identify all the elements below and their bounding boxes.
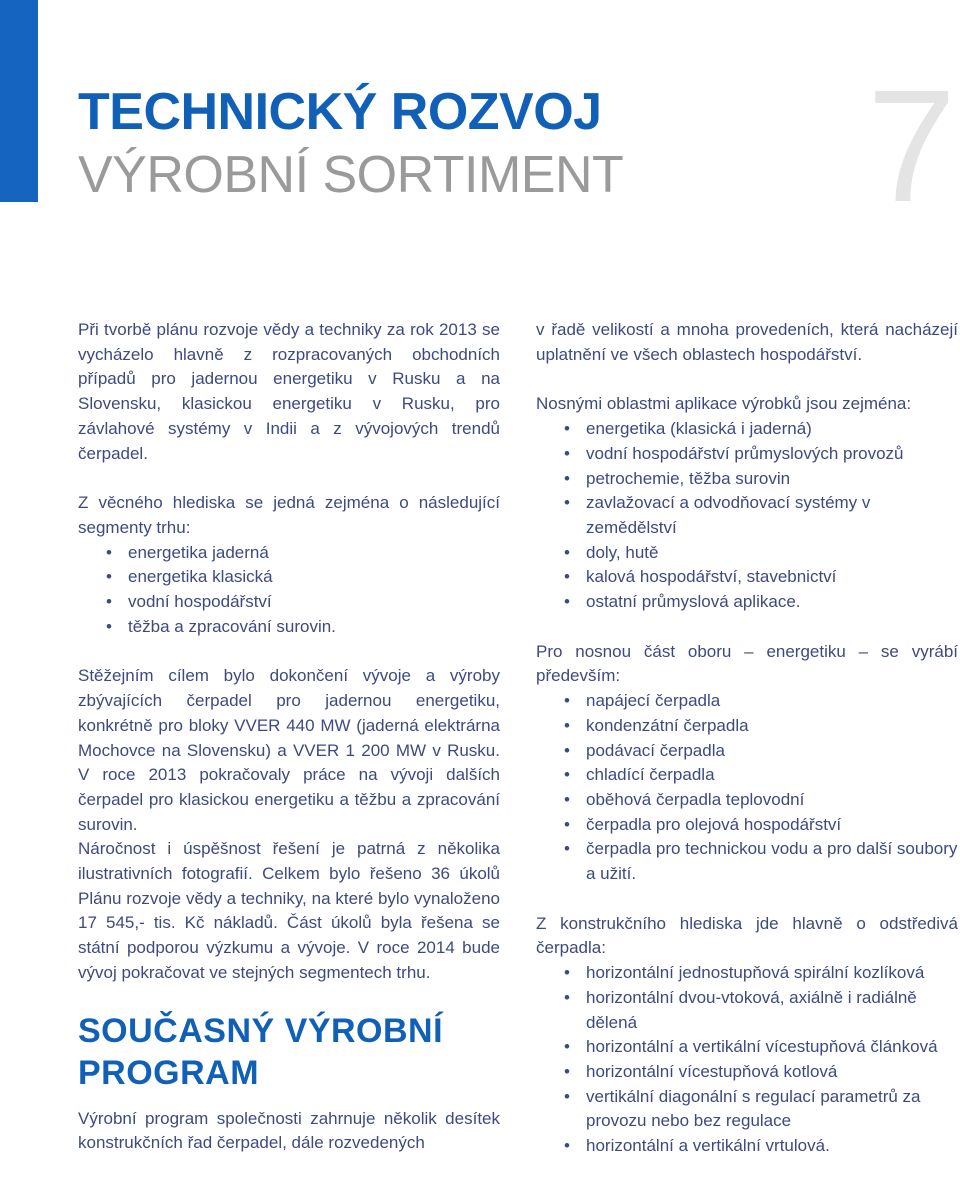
left-column [78, 318, 500, 1156]
section-heading-line2: PROGRAM [78, 1053, 260, 1092]
list-item: • ostatní průmyslová aplikace. [586, 590, 958, 615]
areas-list [536, 417, 958, 615]
program-continued: v řadě velikostí a mnoha provedeních, která nacházejí uplatnění ve všech oblastech hospodářství. [536, 320, 958, 364]
areas-intro: Nosnými oblastmi aplikace výrobků jsou zejména: [536, 394, 912, 414]
program-paragraph: Výrobní program společnosti zahrnuje několik desítek konstrukčních řad čerpadel, dále rozvedených [78, 1108, 500, 1153]
construction-intro: Z konstrukčního hlediska jde hlavně o odstředivá čerpadla: [536, 913, 958, 958]
list-item: • chladící čerpadla [586, 763, 958, 788]
list-item: • vodní hospodářství [128, 590, 500, 615]
list-item: • horizontální a vertikální vrtulová. [586, 1134, 958, 1159]
list-item: • horizontální vícestupňová kotlová [586, 1060, 958, 1085]
list-item: • podávací čerpadla [586, 739, 958, 764]
list-item: • energetika jaderná [128, 541, 500, 566]
list-item: • horizontální dvou-vtoková, axiálně i radiálně dělená [586, 986, 958, 1035]
list-item: • napájecí čerpadla [586, 689, 958, 714]
page-title: TECHNICKÝ ROZVOJ [78, 83, 602, 141]
list-item: • doly, hutě [586, 541, 958, 566]
section-heading [78, 1010, 500, 1094]
construction-list [536, 961, 958, 1159]
list-item: • vodní hospodářství průmyslových provozů [586, 442, 958, 467]
section-heading-line1: SOUČASNÝ VÝROBNÍ [78, 1011, 444, 1050]
list-item: • kondenzátní čerpadla [586, 714, 958, 739]
energy-pumps-list [536, 689, 958, 887]
page-subtitle: VÝROBNÍ SORTIMENT [78, 146, 624, 204]
intro-paragraph: Při tvorbě plánu rozvoje vědy a techniky za rok 2013 se vycházelo hlavně z rozpracovaných obchodních případů pro jadernou energetiku v Rusku a na Slovensku, klasickou energetiku v Rusku, pro závlahové systémy v Indii a z vývojových trendů čerpadel. [78, 320, 500, 463]
segments-intro: Z věcného hlediska se jedná zejména o následující segmenty trhu: [78, 493, 500, 537]
energy-intro: Pro nosnou část oboru – energetiku – se vyrábí především: [536, 641, 958, 686]
right-column [536, 318, 958, 1159]
list-item: • kalová hospodářství, stavebnictví [586, 565, 958, 590]
list-item: • horizontální jednostupňová spirální kozlíková [586, 961, 958, 986]
page-number: 7 [867, 56, 956, 235]
list-item: • energetika klasická [128, 565, 500, 590]
list-item: • zavlažovací a odvodňovací systémy v zemědělství [586, 491, 958, 540]
list-item: • čerpadla pro olejová hospodářství [586, 813, 958, 838]
segments-list [78, 541, 500, 640]
list-item: • těžba a zpracování surovin. [128, 615, 500, 640]
list-item: • oběhová čerpadla teplovodní [586, 788, 958, 813]
accent-bar [0, 0, 38, 202]
list-item: • petrochemie, těžba surovin [586, 467, 958, 492]
goals-paragraph: Stěžejním cílem bylo dokončení vývoje a výroby zbývajících čerpadel pro jadernou energetiku, konkrétně pro bloky VVER 440 MW (jaderná elektrárna Mochovce na Slovensku) a VVER 1 200 MW v Rusku. V roce 2013 pokračovaly práce na vývoji dalších čerpadel pro klasickou energetiku a těžbu a zpracování surovin. [78, 666, 500, 834]
results-paragraph: Náročnost i úspěšnost řešení je patrná z několika ilustrativních fotografií. Celkem bylo řešeno 36 úkolů Plánu rozvoje vědy a techniky, na které bylo vynaloženo 17 545,- tis. Kč nákladů. Část úkolů byla řešena se státní podporou výzkumu a vývoje. V roce 2014 bude vývoj pokračovat ve stejných segmentech trhu. [78, 839, 500, 982]
list-item: • energetika (klasická i jaderná) [586, 417, 958, 442]
list-item: • čerpadla pro technickou vodu a pro další soubory a užití. [586, 837, 958, 886]
list-item: • horizontální a vertikální vícestupňová článková [586, 1035, 958, 1060]
list-item: • vertikální diagonální s regulací parametrů za provozu nebo bez regulace [586, 1085, 958, 1134]
